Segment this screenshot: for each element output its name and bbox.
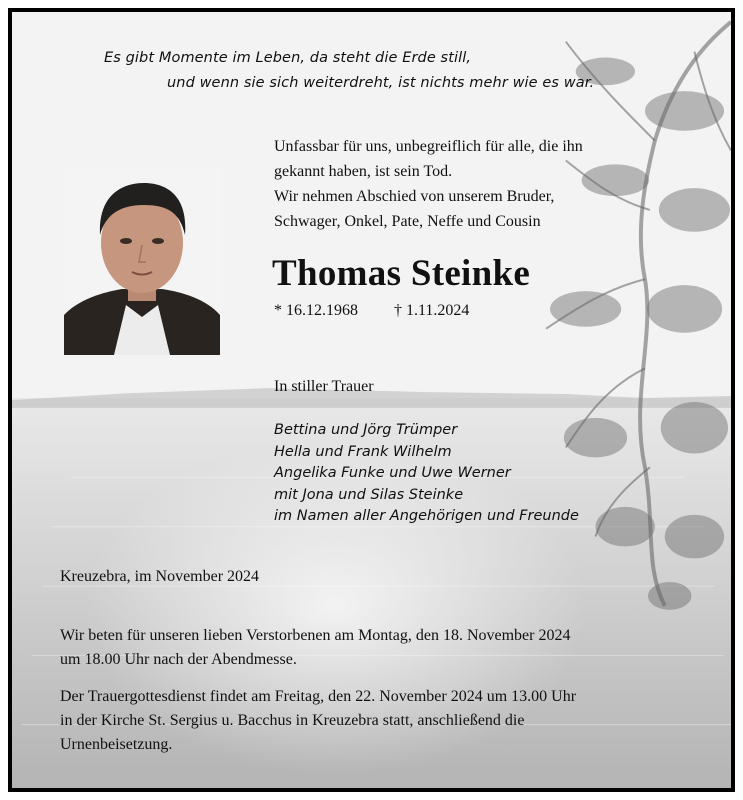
mourner-entry: Angelika Funke und Uwe Werner xyxy=(274,465,511,482)
intro-text xyxy=(274,134,654,234)
place-date: Kreuzebra, im November 2024 xyxy=(60,568,260,585)
prayer-line: Wir beten für unseren lieben Verstorbenen am Montag, den 18. November 2024 xyxy=(60,627,571,644)
deceased-name: Thomas Steinke xyxy=(272,253,531,294)
intro-line: Schwager, Onkel, Pate, Neffe und Cousin xyxy=(274,213,541,230)
death-date: † 1.11.2024 xyxy=(394,302,470,319)
mourner-entry: mit Jona und Silas Steinke xyxy=(274,486,464,503)
intro-line: Wir nehmen Abschied von unserem Bruder, xyxy=(274,188,555,205)
funeral-line: Der Trauergottesdienst findet am Freitag, den 22. November 2024 um 13.00 Uhr xyxy=(60,688,577,705)
motto-line-2: und wenn sie sich weiterdreht, ist nichts mehr wie es war. xyxy=(167,75,595,91)
mourner-entry: im Namen aller Angehörigen und Freunde xyxy=(274,508,579,525)
mourner-entry: Hella und Frank Wilhelm xyxy=(274,443,452,460)
intro-line: Unfassbar für uns, unbegreiflich für alle, die ihn xyxy=(274,138,583,155)
funeral-notice xyxy=(60,685,680,757)
portrait-photo xyxy=(64,167,220,355)
prayer-notice xyxy=(60,624,680,672)
mourning-label: In stiller Trauer xyxy=(274,378,374,395)
funeral-line: Urnenbeisetzung. xyxy=(60,736,173,753)
funeral-line: in der Kirche St. Sergius u. Bacchus in Kreuzebra statt, anschließend die xyxy=(60,712,525,729)
motto-line-1: Es gibt Momente im Leben, da steht die Erde still, xyxy=(104,50,472,66)
obituary-frame xyxy=(8,8,735,792)
prayer-line: um 18.00 Uhr nach der Abendmesse. xyxy=(60,651,297,668)
mourners-list xyxy=(274,420,634,528)
mourner-entry: Bettina und Jörg Trümper xyxy=(274,422,458,438)
birth-date: * 16.12.1968 xyxy=(274,302,358,319)
intro-line: gekannt haben, ist sein Tod. xyxy=(274,163,453,180)
